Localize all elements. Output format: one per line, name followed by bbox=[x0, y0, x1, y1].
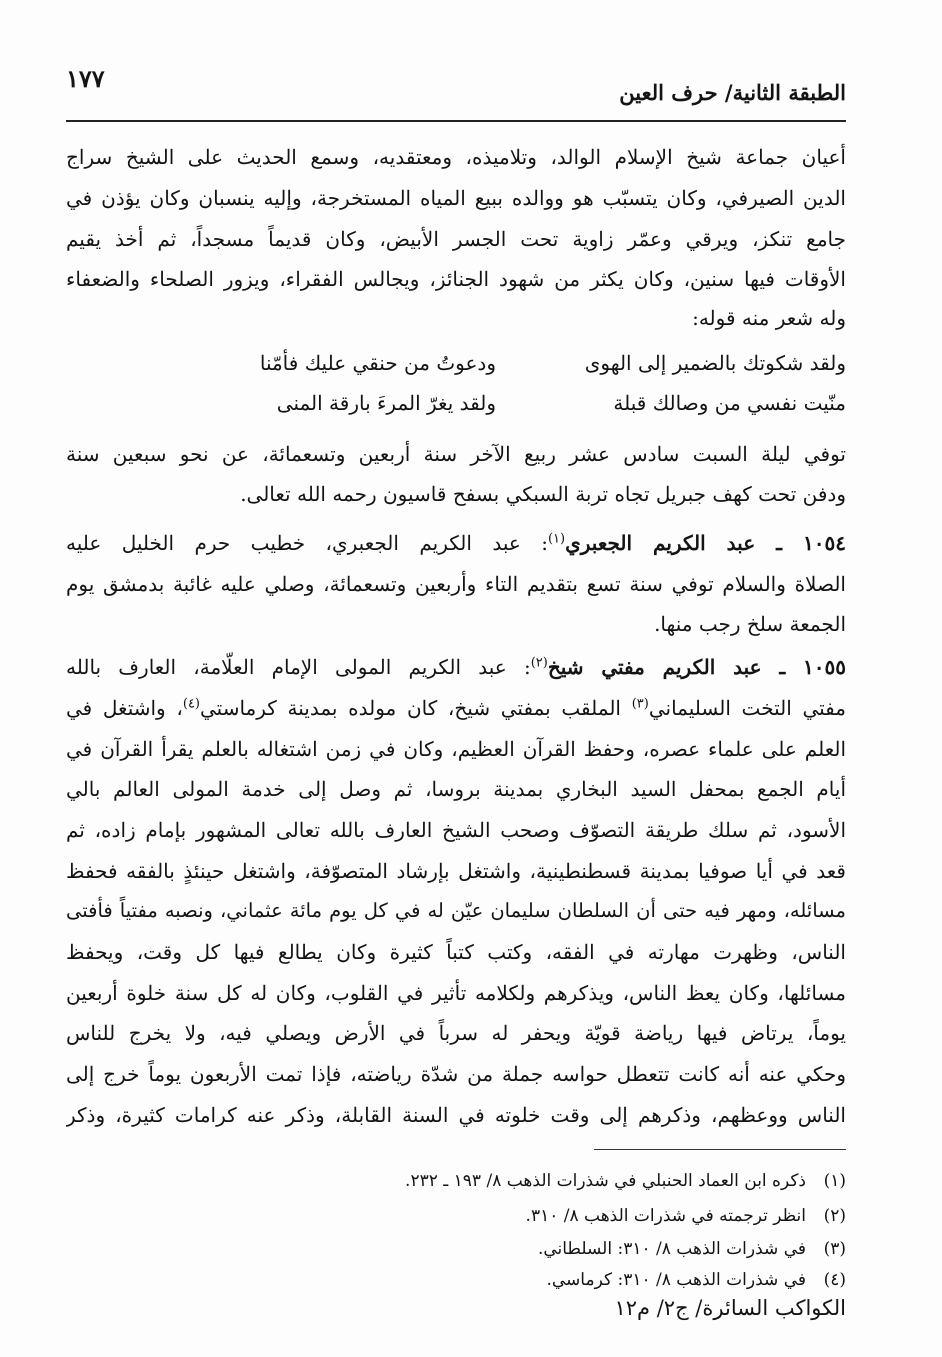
text-line: توفي ليلة السبت سادس عشر ربيع الآخر سنة أربعين وتسعمائة، عن نحو سبعين سنة bbox=[66, 442, 846, 466]
text-segment: : عبد الكريم الجعبري، خطيب حرم الخليل عليه bbox=[66, 531, 548, 555]
footnote bbox=[405, 1167, 846, 1195]
text-line: وحكي عنه أنه كانت تتعطل حواسه جملة من شدّة رياضته، فإذا تمت الأربعون يوماً خرج إلى bbox=[66, 1062, 846, 1086]
signature-mark: الكواكب السائرة/ ج٢/ م١٢ bbox=[614, 1296, 846, 1320]
footnote-ref: (٢) bbox=[530, 655, 548, 671]
entry-number: ١٠٥٥ bbox=[803, 655, 846, 679]
text-segment: مفتي التخت السليماني bbox=[648, 696, 846, 720]
poem-verse-first-half: ولقد شكوتك بالضمير إلى الهوى bbox=[584, 351, 846, 375]
poem-verse-first-half: منّيت نفسي من وصالك قبلة bbox=[613, 391, 846, 415]
text-line: الجمعة سلخ رجب منها. bbox=[654, 612, 846, 636]
text-line: العلم على علماء عصره، وحفظ القرآن العظيم، وكان في زمن اشتغاله بالعلم يقرأ القرآن في bbox=[66, 737, 846, 761]
footnote bbox=[546, 1266, 846, 1294]
footnote-text: في شذرات الذهب ٨/ ٣١٠: السلطاني. bbox=[537, 1239, 806, 1259]
text-line: الناس ووعظهم، وذكرهم إلى وقت خلوته في السنة القابلة، وذكر عنه كرامات كثيرة، وذكر bbox=[66, 1103, 846, 1127]
text-segment: : عبد الكريم المولى الإمام العلّامة، العارف بالله bbox=[66, 655, 531, 679]
footnote bbox=[526, 1202, 846, 1230]
footnote-separator bbox=[594, 1149, 846, 1150]
text-line: قعد في أيا صوفيا بمدينة قسطنطينية، واشتغل بإرشاد المتصوّفة، واشتغل حينئذٍ بالفقه فحفظ bbox=[66, 859, 846, 883]
poem-verse-second-half: ودعوتُ من حنقي عليك فأمّنا bbox=[259, 351, 496, 375]
running-header-title: الطبقة الثانية/ حرف العين bbox=[619, 80, 846, 105]
text-line: الناس، وظهرت مهارته في الفقه، وكتب كتباً كثيرة وكان يطالع فيها كل وقت، ويحفظ bbox=[66, 940, 846, 964]
footnote-ref: (٤) bbox=[182, 696, 200, 712]
footnote-number: (٤) bbox=[823, 1270, 846, 1290]
footnote-text: في شذرات الذهب ٨/ ٣١٠: كرماسي. bbox=[546, 1270, 806, 1290]
text-line bbox=[66, 690, 846, 726]
text-segment: ، واشتغل في bbox=[66, 696, 183, 720]
text-line: أعيان جماعة شيخ الإسلام الوالد، وتلاميذه، ومعتقديه، وسمع الحديث على الشيخ سراج bbox=[66, 145, 846, 169]
footnote-ref: (٣) bbox=[631, 696, 649, 712]
footnote-ref: (١) bbox=[547, 531, 566, 547]
entry-dash: ـ bbox=[761, 655, 804, 679]
text-line: الصلاة والسلام توفي سنة تسع بتقديم التاء وأربعين وتسعمائة، وصلي عليه غائبة بدمشق يوم bbox=[66, 572, 846, 596]
biography-entry-1055-first-line bbox=[66, 649, 846, 685]
text-line: يوماً، يرتاض فيها رياضة قويّة ويحفر له سرباً في الأرض ويصلي فيه، ولا يخرج للناس bbox=[66, 1021, 846, 1045]
text-line: وله شعر منه قوله: bbox=[692, 306, 846, 330]
footnote-number: (٣) bbox=[823, 1239, 846, 1259]
text-line: الدين الصيرفي، وكان يتسبّب هو ووالده ببيع المياه المستخرجة، وإليه ينسبان وكان يؤذن في bbox=[66, 186, 846, 210]
poem-verse-second-half: ولقد يغرّ المرءَ بارقة المنى bbox=[276, 391, 496, 415]
text-line: ودفن تحت كهف جبريل تجاه تربة السبكي بسفح قاسيون رحمه الله تعالى. bbox=[240, 482, 846, 506]
text-line: الأسود، ثم سلك طريقة التصوّف وصحب الشيخ العارف بالله تعالى المشهور بإمام زاده، ثم bbox=[66, 818, 846, 842]
biography-name: عبد الكريم مفتي شيخ bbox=[547, 655, 762, 679]
text-line: مسائلها، وكان يعظ الناس، ويذكرهم ولكلامه تأثير في القلوب، وكان له كل سنة خلوة أربعين bbox=[66, 981, 846, 1005]
entry-dash: ـ bbox=[755, 531, 804, 555]
text-line: الأوقات فيها سنين، وكان يكثر من شهود الجنائز، ويجالس الفقراء، ويزور الصلحاء والضعفاء bbox=[66, 267, 846, 291]
biography-name: عبد الكريم الجعبري bbox=[565, 531, 756, 555]
footnote bbox=[538, 1235, 846, 1263]
text-line: مسائله، ومهر فيه حتى أن السلطان سليمان عيّن له في كل يوم مائة عثماني، ونصبه مفتياً فأفتى bbox=[66, 899, 846, 922]
text-line: أيام الجمع بمحفل السيد البخاري بمدينة بروسا، ثم وصل إلى خدمة المولى العالم بالي bbox=[66, 777, 846, 801]
entry-number: ١٠٥٤ bbox=[803, 531, 846, 555]
text-line: جامع تنكز، ويرقي وعمّر زاوية تحت الجسر الأبيض، وكان قديماً مسجداً، ثم أخذ يقيم bbox=[66, 227, 846, 251]
text-segment: الملقب بمفتي شيخ، كان مولده بمدينة كرماستي bbox=[200, 696, 632, 720]
footnote-text: ذكره ابن العماد الحنبلي في شذرات الذهب ٨/ ١٩٣ ـ ٢٣٢. bbox=[405, 1171, 806, 1191]
footnote-text: انظر ترجمته في شذرات الذهب ٨/ ٣١٠. bbox=[525, 1206, 806, 1226]
page-number: ١٧٧ bbox=[66, 64, 105, 93]
header-rule bbox=[66, 120, 846, 122]
footnote-number: (٢) bbox=[823, 1206, 846, 1226]
biography-entry-1054-first-line bbox=[66, 525, 846, 561]
footnote-number: (١) bbox=[823, 1171, 846, 1191]
